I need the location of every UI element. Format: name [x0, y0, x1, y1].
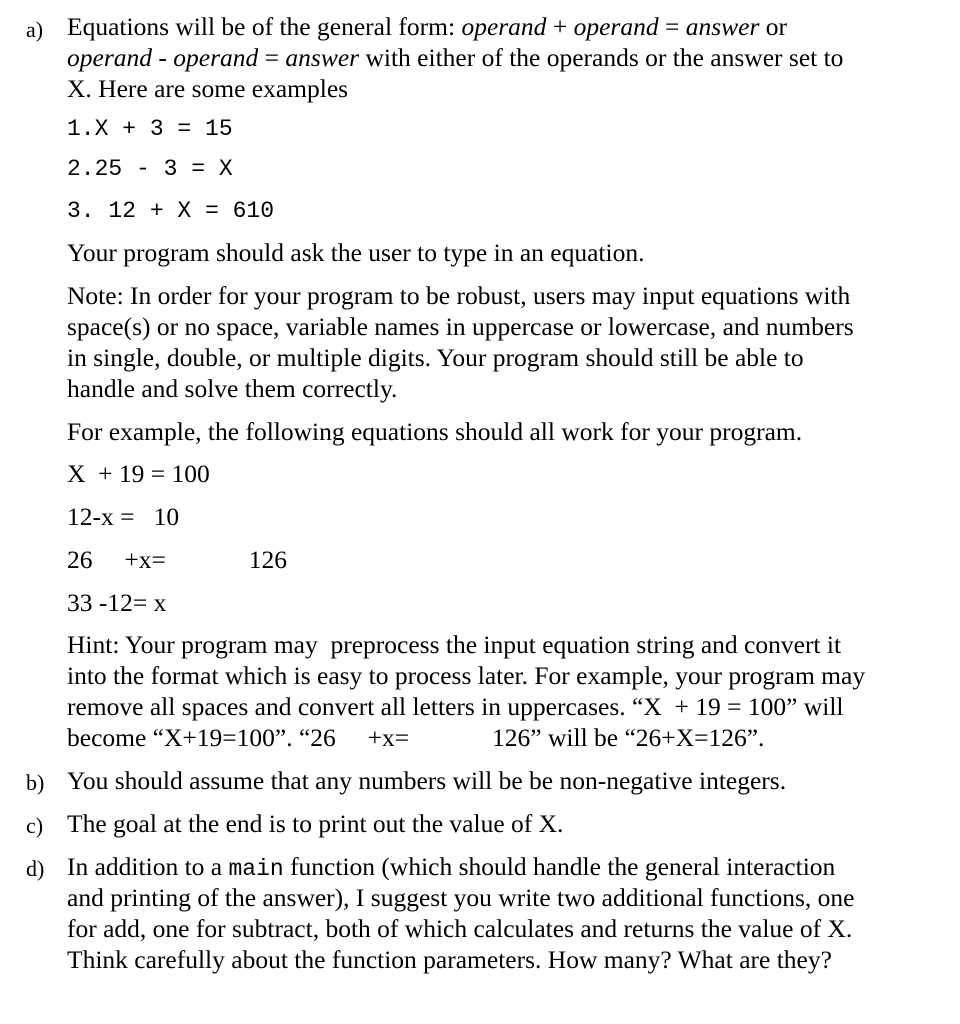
operand-term: operand	[173, 43, 259, 72]
answer-term: answer	[685, 12, 760, 41]
item-d-marker: d)	[26, 856, 45, 881]
note-line-1: Note: In order for your program to be robust, users may input equations with	[67, 281, 851, 310]
sample-equation-4: 33 -12= x	[67, 588, 167, 617]
sample-equation-3: 26 +x= 126	[67, 545, 288, 574]
equals-sign: =	[658, 12, 686, 41]
answer-term: answer	[285, 43, 360, 72]
for-example-paragraph: For example, the following equations should all work for your program.	[67, 417, 803, 446]
operand-term: operand	[67, 43, 152, 72]
intro-text: Equations will be of the general form:	[67, 12, 462, 41]
ask-paragraph: Your program should ask the user to type in an equation.	[67, 238, 645, 267]
item-d-line-2: and printing of the answer), I suggest you write two additional functions, one	[67, 883, 855, 912]
item-d-line-4: Think carefully about the function parameters. How many? What are they?	[67, 945, 832, 974]
item-c-text: The goal at the end is to print out the value of X.	[67, 809, 564, 838]
note-line-2: space(s) or no space, variable names in uppercase or lowercase, and numbers	[67, 312, 854, 341]
item-a-intro-line-3: X. Here are some examples	[67, 74, 349, 103]
item-a-intro-line-2	[67, 45, 843, 71]
item-c-marker: c)	[26, 813, 44, 838]
operand-term: operand	[461, 12, 547, 41]
item-d-text: In addition to a	[67, 852, 229, 881]
note-line-3: in single, double, or multiple digits. Your program should still be able to	[67, 343, 804, 372]
operand-term: operand	[573, 12, 659, 41]
main-code: main	[228, 856, 284, 882]
minus-sign: -	[152, 43, 174, 72]
item-a-marker: a)	[26, 17, 44, 42]
hint-line-3: remove all spaces and convert all letters in uppercases. “X + 19 = 100” will	[67, 692, 844, 721]
hint-line-4: become “X+19=100”. “26 +x= 126” will be “26+X=126”.	[67, 723, 765, 752]
sample-equation-1: X + 19 = 100	[67, 459, 210, 488]
example-1: 1.X + 3 = 15	[67, 116, 233, 142]
or-text: or	[759, 12, 788, 41]
hint-line-2: into the format which is easy to process later. For example, your program may	[67, 661, 866, 690]
item-d-line-1	[67, 854, 835, 881]
item-d-text: function (which should handle the general interaction	[283, 852, 836, 881]
item-b-text: You should assume that any numbers will be be non-negative integers.	[67, 766, 787, 795]
item-d-line-3: for add, one for subtract, both of which calculates and returns the value of X.	[67, 914, 853, 943]
item-a-intro-line-1	[67, 14, 787, 40]
hint-line-1: Hint: Your program may preprocess the input equation string and convert it	[67, 630, 842, 659]
item-b-marker: b)	[26, 770, 45, 795]
plus-sign: +	[546, 12, 574, 41]
example-3: 3. 12 + X = 610	[67, 198, 275, 224]
equals-sign: =	[258, 43, 286, 72]
example-2: 2.25 - 3 = X	[67, 156, 233, 182]
intro-text: with either of the operands or the answer set to	[359, 43, 844, 72]
note-line-4: handle and solve them correctly.	[67, 374, 398, 403]
sample-equation-2: 12-x = 10	[67, 502, 180, 531]
